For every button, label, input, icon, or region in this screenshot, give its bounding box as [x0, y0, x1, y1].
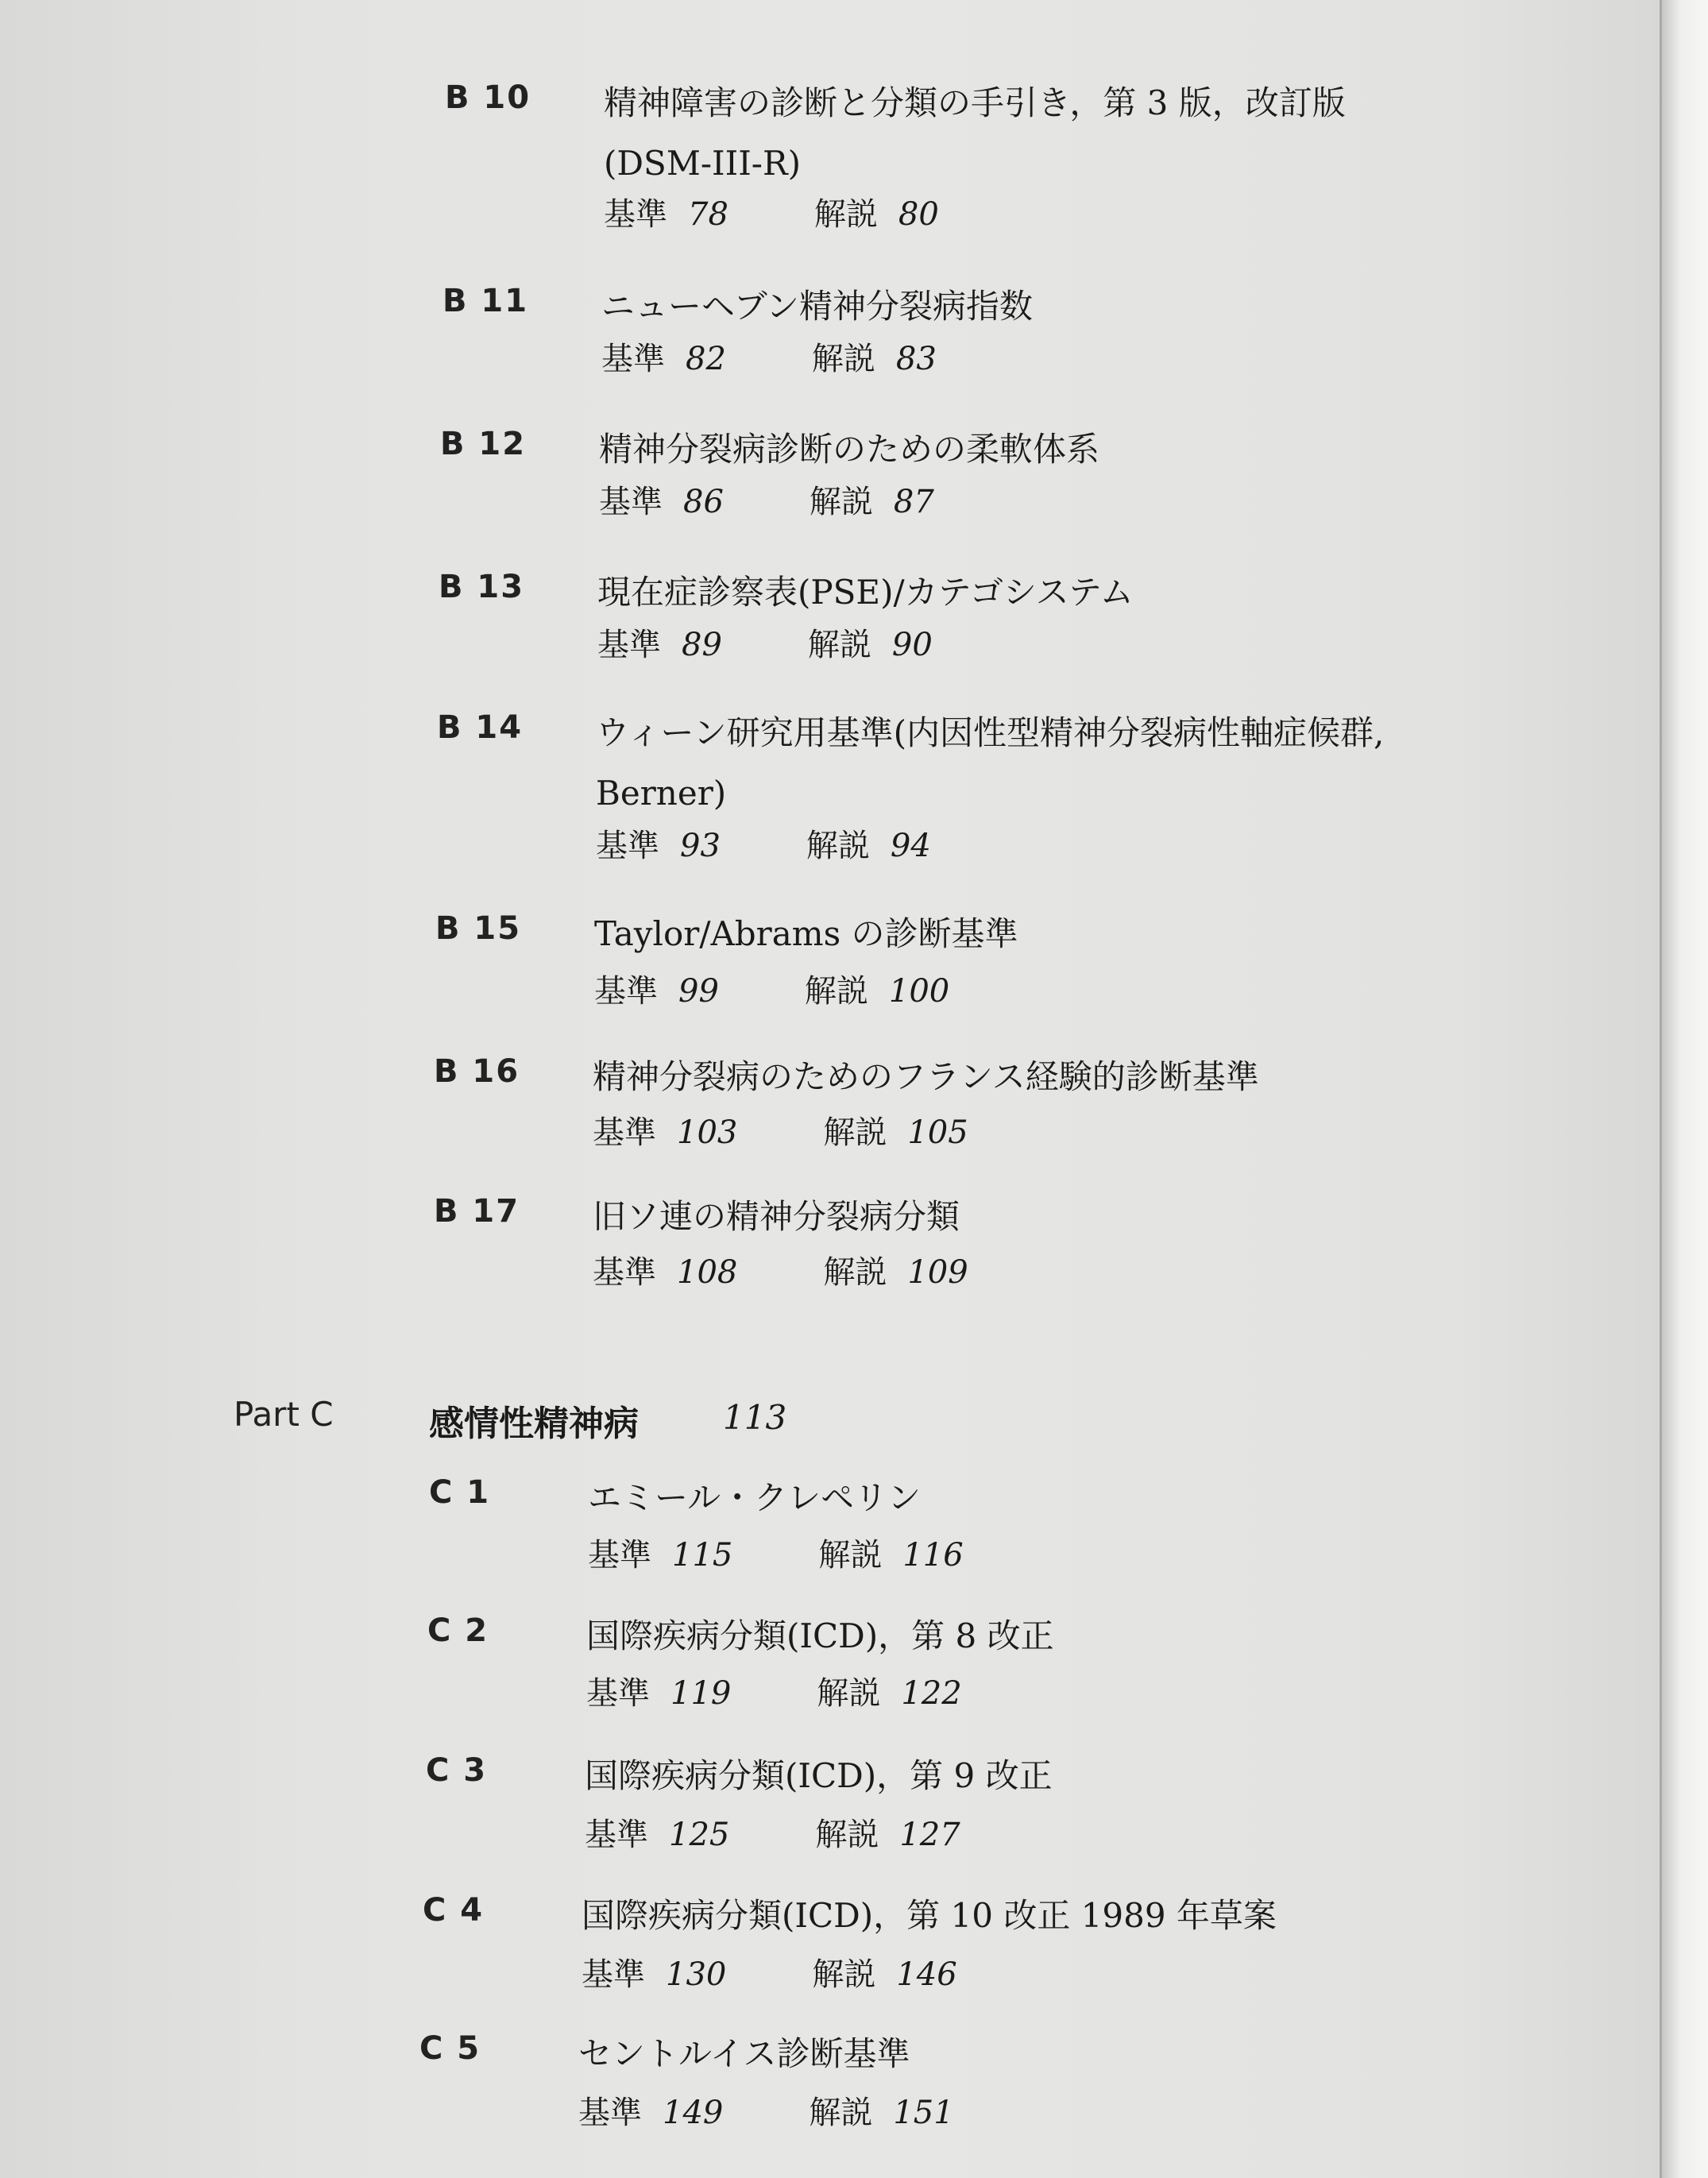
- entry-title: [601, 276, 1033, 337]
- criteria-page: 119: [670, 1675, 732, 1712]
- entry-title: [597, 562, 1134, 623]
- entry-code: B 17: [434, 1193, 520, 1230]
- criteria-label: 基準: [597, 627, 661, 663]
- entry-title: [588, 1468, 921, 1528]
- entry-title: [599, 419, 1099, 480]
- entry-title: [593, 1047, 1259, 1107]
- commentary-page: 90: [891, 627, 933, 663]
- criteria-page: 103: [677, 1114, 738, 1151]
- entry-page-refs: [599, 477, 934, 522]
- commentary-label: 解説: [811, 341, 875, 377]
- entry-code: B 11: [442, 283, 529, 319]
- entry-page-refs: [601, 334, 937, 379]
- entry-title-line: 国際疾病分類(ICD)，第 10 改正 1989 年草案: [582, 1896, 1277, 1935]
- entry-page-refs: [604, 189, 939, 234]
- commentary-label: 解説: [823, 1254, 887, 1291]
- entry-page-refs: [588, 1530, 964, 1575]
- commentary-page: 151: [893, 2095, 954, 2131]
- commentary-label: 解説: [804, 973, 868, 1010]
- criteria-page: 82: [686, 341, 726, 377]
- criteria-page: 99: [678, 973, 719, 1010]
- part-label: Part C: [234, 1395, 334, 1434]
- entry-title-line: 国際疾病分類(ICD)，第 9 改正: [585, 1756, 1053, 1795]
- entry-title-line: セントルイス診断基準: [578, 2034, 910, 2073]
- commentary-page: 105: [907, 1114, 968, 1151]
- entry-code: B 13: [439, 569, 525, 605]
- commentary-label: 解説: [812, 1956, 876, 1993]
- entry-title: [604, 73, 1346, 194]
- criteria-label: 基準: [585, 1817, 648, 1853]
- entry-page-refs: [593, 1247, 968, 1292]
- commentary-label: 解説: [815, 1817, 879, 1853]
- entry-page-refs: [593, 1107, 968, 1153]
- part-page-number: 113: [723, 1398, 787, 1437]
- entry-title: [586, 1606, 1054, 1666]
- entry-code: B 15: [435, 910, 522, 947]
- entry-title: [585, 1746, 1053, 1806]
- criteria-label: 基準: [593, 1254, 656, 1291]
- commentary-label: 解説: [818, 1537, 883, 1574]
- entry-title-line: 旧ソ連の精神分裂病分類: [593, 1197, 960, 1236]
- entry-title: [594, 904, 1018, 964]
- criteria-label: 基準: [586, 1675, 650, 1712]
- commentary-label: 解説: [807, 627, 871, 663]
- criteria-page: 149: [663, 2095, 724, 2131]
- criteria-label: 基準: [593, 1114, 656, 1151]
- entry-title-line: ニューヘブン精神分裂病指数: [601, 287, 1034, 326]
- criteria-page: 86: [683, 484, 724, 520]
- entry-title-line: ウィーン研究用基準(内因性型精神分裂病性軸症候群,: [596, 713, 1385, 752]
- commentary-page: 100: [888, 973, 950, 1010]
- entry-title-line: 精神分裂病のためのフランス経験的診断基準: [593, 1057, 1259, 1096]
- criteria-page: 130: [666, 1956, 727, 1993]
- criteria-page: 108: [677, 1254, 738, 1291]
- commentary-page: 87: [893, 484, 934, 520]
- commentary-label: 解説: [823, 1114, 887, 1151]
- entry-code: C 5: [419, 2030, 481, 2067]
- entry-code: B 12: [440, 426, 527, 462]
- entry-page-refs: [597, 620, 933, 665]
- entry-code: B 14: [437, 709, 524, 746]
- entry-code: C 1: [429, 1474, 491, 1511]
- entry-title: [596, 703, 1384, 824]
- entry-page-refs: [578, 2087, 954, 2133]
- part-title: 感情性精神病: [429, 1404, 639, 1444]
- commentary-page: 127: [899, 1817, 960, 1853]
- criteria-label: 基準: [578, 2095, 642, 2131]
- criteria-label: 基準: [582, 1956, 645, 1993]
- commentary-page: 94: [890, 828, 931, 864]
- entry-title-line: 精神障害の診断と分類の手引き，第 3 版，改訂版: [604, 83, 1346, 122]
- commentary-label: 解説: [809, 484, 873, 520]
- commentary-page: 80: [898, 196, 939, 233]
- criteria-page: 89: [682, 627, 722, 663]
- entry-title-line: 精神分裂病診断のための柔軟体系: [599, 430, 1100, 469]
- entry-title-line: 現在症診察表(PSE)/カテゴシステム: [597, 573, 1134, 612]
- entry-title: [593, 1187, 960, 1247]
- commentary-label: 解説: [809, 2095, 873, 2131]
- commentary-page: 109: [907, 1254, 968, 1291]
- criteria-label: 基準: [588, 1537, 651, 1574]
- criteria-label: 基準: [601, 341, 665, 377]
- criteria-page: 115: [672, 1537, 733, 1574]
- entry-code: C 4: [423, 1892, 485, 1929]
- entry-title-line: (DSM-III-R): [604, 144, 802, 183]
- entry-page-refs: [596, 821, 931, 866]
- page-edge: [1662, 0, 1708, 2178]
- commentary-label: 解説: [817, 1675, 881, 1712]
- entry-code: C 3: [426, 1752, 488, 1789]
- commentary-page: 122: [901, 1675, 962, 1712]
- entry-title: [582, 1886, 1277, 1946]
- criteria-page: 93: [680, 828, 721, 864]
- criteria-label: 基準: [599, 484, 663, 520]
- entry-title-line: Berner): [596, 774, 727, 813]
- criteria-label: 基準: [594, 973, 658, 1010]
- entry-title-line: 国際疾病分類(ICD)，第 8 改正: [586, 1616, 1054, 1655]
- entry-title: [578, 2024, 910, 2084]
- criteria-page: 78: [688, 196, 728, 233]
- criteria-page: 125: [669, 1817, 730, 1853]
- commentary-page: 83: [895, 341, 937, 377]
- entry-code: C 2: [427, 1612, 489, 1649]
- commentary-page: 146: [896, 1956, 957, 1993]
- entry-page-refs: [585, 1809, 960, 1855]
- entry-title-line: エミール・クレペリン: [588, 1478, 922, 1517]
- criteria-label: 基準: [596, 828, 659, 864]
- entry-page-refs: [594, 966, 949, 1011]
- entry-code: B 10: [445, 79, 531, 116]
- commentary-label: 解説: [813, 196, 878, 233]
- commentary-label: 解説: [806, 828, 870, 864]
- entry-page-refs: [582, 1949, 957, 1995]
- entry-title-line: Taylor/Abrams の診断基準: [594, 914, 1018, 953]
- entry-page-refs: [586, 1668, 962, 1713]
- commentary-page: 116: [902, 1537, 964, 1574]
- entry-code: B 16: [434, 1053, 520, 1090]
- criteria-label: 基準: [604, 196, 667, 233]
